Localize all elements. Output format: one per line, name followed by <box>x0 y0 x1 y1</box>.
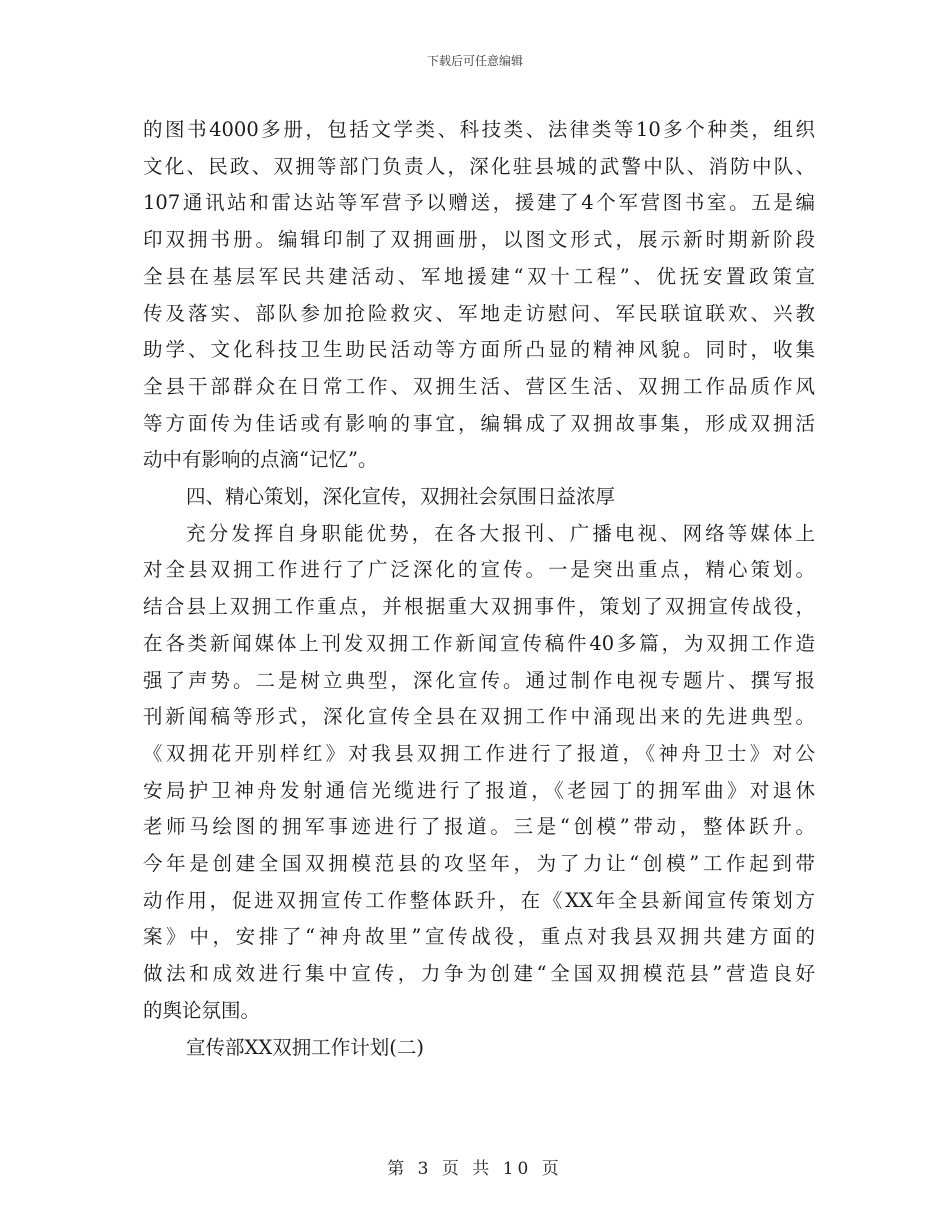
text-line: 印双拥书册。编辑印制了双拥画册，以图文形式，展示新时期新阶段 <box>143 228 815 252</box>
text-line: 全县在基层军民共建活动、军地援建“双十工程”、优抚安置政策宣 <box>143 264 815 288</box>
text-line: 在各类新闻媒体上刊发双拥工作新闻宣传稿件40多篇，为双拥工作造 <box>143 631 815 655</box>
text-line: 动作用，促进双拥宣传工作整体跃升，在《XX年全县新闻宣传策划方 <box>143 888 815 912</box>
text-line: 动中有影响的点滴“记忆”。 <box>143 448 378 472</box>
text-line: 做法和成效进行集中宣传，力争为创建“全国双拥模范县”营造良好 <box>143 962 815 986</box>
text-line: 等方面传为佳话或有影响的事宜，编辑成了双拥故事集，形成双拥活 <box>143 411 815 435</box>
text-line: 案》中，安排了“神舟故里”宣传战役，重点对我县双拥共建方面的 <box>143 925 815 949</box>
text-line: 安局护卫神舟发射通信光缆进行了报道，《老园丁的拥军曲》对退休 <box>143 778 815 802</box>
text-line: 刊新闻稿等形式，深化宣传全县在双拥工作中涌现出来的先进典型。 <box>143 705 815 729</box>
text-line: 强了声势。二是树立典型，深化宣传。通过制作电视专题片、撰写报 <box>143 668 815 692</box>
text-line: 对全县双拥工作进行了广泛深化的宣传。一是突出重点，精心策划。 <box>143 558 815 582</box>
document-body <box>143 112 815 1066</box>
text-line: 《双拥花开别样红》对我县双拥工作进行了报道，《神舟卫士》对公 <box>143 741 815 765</box>
text-line: 结合县上双拥工作重点，并根据重大双拥事件，策划了双拥宣传战役， <box>143 595 815 619</box>
text-line: 107通讯站和雷达站等军营予以赠送，援建了4个军营图书室。五是编 <box>143 191 815 215</box>
section-heading: 四、精心策划，深化宣传，双拥社会氛围日益浓厚 <box>186 485 616 509</box>
text-line: 传及落实、部队参加抢险救灾、军地走访慰问、军民联谊联欢、兴教 <box>143 301 815 325</box>
text-line: 充分发挥自身职能优势，在各大报刊、广播电视、网络等媒体上 <box>186 521 815 545</box>
text-line: 文化、民政、双拥等部门负责人，深化驻县城的武警中队、消防中队、 <box>143 154 815 178</box>
page-number: 第 3 页 共 10 页 <box>387 1159 563 1179</box>
text-line: 全县干部群众在日常工作、双拥生活、营区生活、双拥工作品质作风 <box>143 374 815 398</box>
text-line: 老师马绘图的拥军事迹进行了报道。三是“创模”带动，整体跃升。 <box>143 815 815 839</box>
text-line: 今年是创建全国双拥模范县的攻坚年，为了力让“创模”工作起到带 <box>143 852 815 876</box>
text-line: 的图书4000多册，包括文学类、科技类、法律类等10多个种类，组织 <box>143 118 815 141</box>
text-line: 的舆论氛围。 <box>143 998 261 1022</box>
text-line: 助学、文化科技卫生助民活动等方面所凸显的精神风貌。同时，收集 <box>143 338 815 362</box>
page-header: 下载后可任意编辑 <box>426 54 523 68</box>
section-title: 宣传部XX双拥工作计划(二) <box>186 1035 424 1059</box>
